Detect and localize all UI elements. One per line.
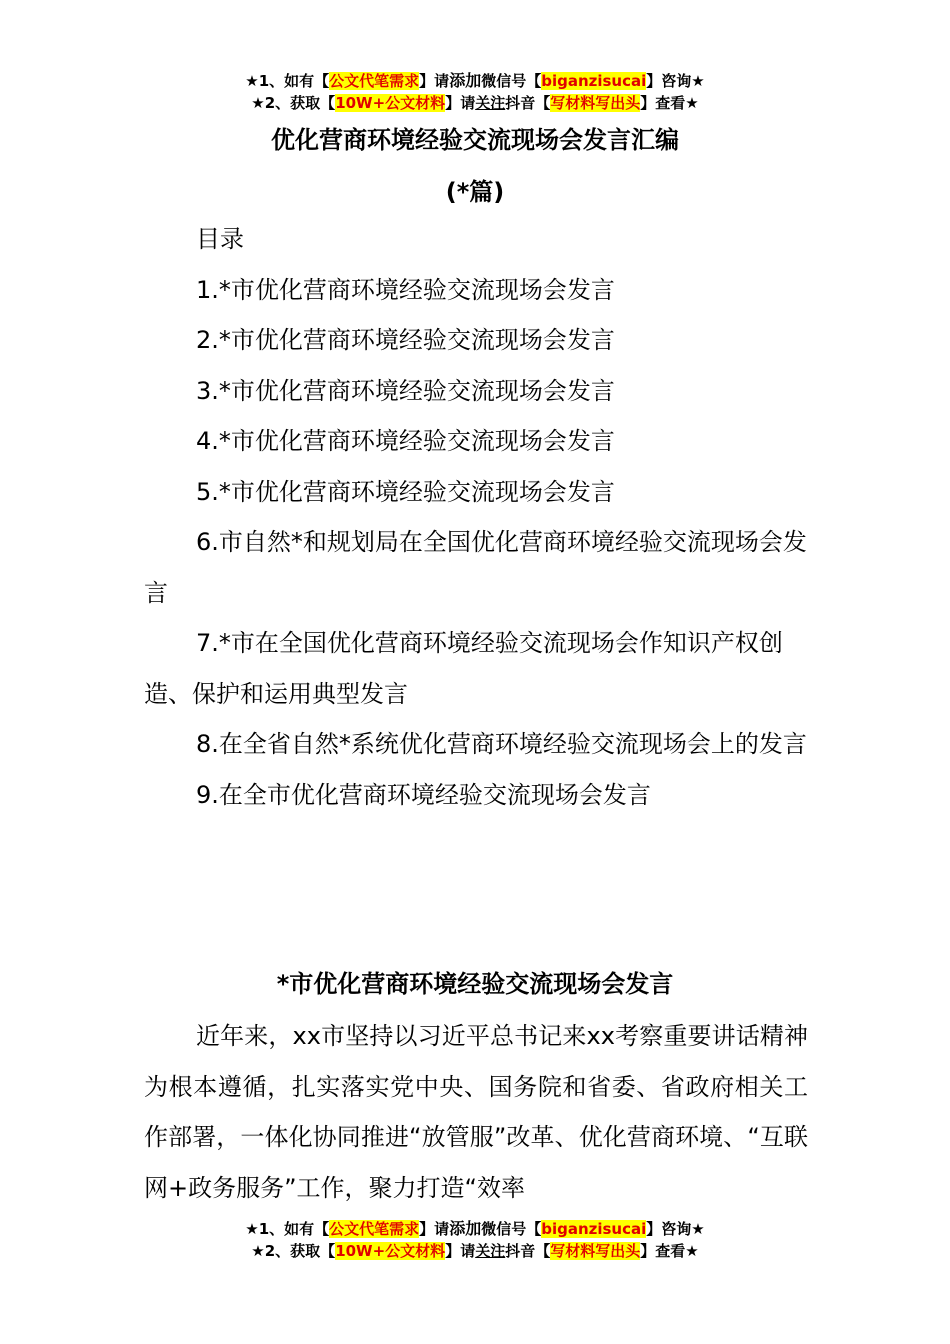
toc-item: 7.*市在全国优化营商环境经验交流现场会作知识产权创造、保护和运用典型发言 <box>144 629 783 708</box>
toc-heading: 目录 <box>196 225 244 253</box>
toc-item: 2.*市优化营商环境经验交流现场会发言 <box>196 326 615 354</box>
toc-item: 6.市自然*和规划局在全国优化营商环境经验交流现场会发言 <box>144 528 807 607</box>
promo-line-2: ★2、获取【10W+公文材料】请关注抖音【写材料写出头】查看★ <box>251 1242 699 1260</box>
body-paragraph: 近年来，xx市坚持以习近平总书记来xx考察重要讲话精神为根本遵循，扎实落实党中央、国务院和省委、省政府相关工作部署，一体化协同推进“放管服”改革、优化营商环境、“互联网+政务服务”工作，聚力打造“效率 <box>144 1022 808 1202</box>
toc-item: 4.*市优化营商环境经验交流现场会发言 <box>196 427 615 455</box>
promo-line-1: ★1、如有【公文代笔需求】请添加微信号【biganzisucai】咨询★ <box>245 1219 705 1238</box>
promo-banner-bottom <box>0 1218 950 1262</box>
promo-line-1: ★1、如有【公文代笔需求】请添加微信号【biganzisucai】咨询★ <box>245 71 705 90</box>
toc-item: 8.在全省自然*系统优化营商环境经验交流现场会上的发言 <box>196 730 807 758</box>
promo-line-2: ★2、获取【10W+公文材料】请关注抖音【写材料写出头】查看★ <box>251 94 699 112</box>
table-of-contents <box>144 214 808 820</box>
section-body <box>144 1011 808 1213</box>
section-title: *市优化营商环境经验交流现场会发言 <box>276 970 674 998</box>
document-subtitle: (*篇) <box>445 178 505 206</box>
document-title: 优化营商环境经验交流现场会发言汇编 <box>271 126 679 154</box>
toc-item: 5.*市优化营商环境经验交流现场会发言 <box>196 477 615 506</box>
toc-item: 3.*市优化营商环境经验交流现场会发言 <box>196 376 615 405</box>
toc-item: 1.*市优化营商环境经验交流现场会发言 <box>196 275 615 304</box>
promo-banner-top <box>0 70 950 114</box>
toc-item: 9.在全市优化营商环境经验交流现场会发言 <box>196 780 651 809</box>
